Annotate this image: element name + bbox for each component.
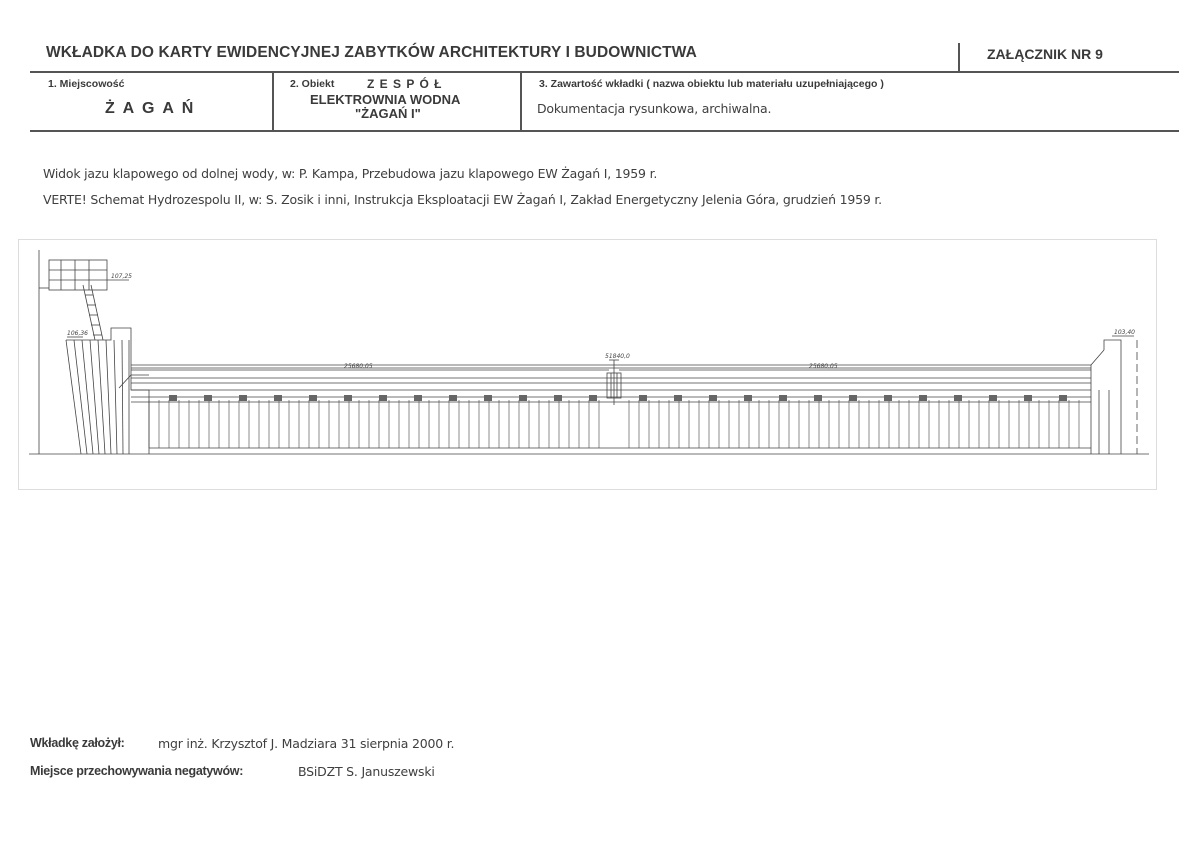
created-by-value: mgr inż. Krzysztof J. Madziara 31 sierpnia 2000 r. [158, 736, 455, 751]
place-label: 1. Miejscowość [48, 78, 125, 90]
header-divider [958, 43, 960, 71]
weir-drawing [18, 239, 1157, 490]
dim-total: 51840,0 [605, 353, 630, 360]
storage-value: BSiDZT S. Januszewski [298, 764, 435, 779]
dim-left: 25680,05 [344, 363, 373, 370]
object-word: Z E S P Ó Ł [367, 77, 443, 91]
elev-top-left: 107,25 [111, 273, 132, 280]
fields-rule [30, 130, 1179, 132]
place-value: Ż A G A Ń [105, 100, 196, 117]
created-by-label: Wkładkę założył: [30, 736, 125, 750]
flap-gate-sections [149, 400, 1079, 448]
dim-right: 25680,05 [809, 363, 838, 370]
caption-line-1: Widok jazu klapowego od dolnej wody, w: P. Kampa, Przebudowa jazu klapowego EW Żagań I, 1959 r. [43, 166, 658, 181]
elev-right: 103,40 [1114, 329, 1135, 336]
card-title: WKŁADKA DO KARTY EWIDENCYJNEJ ZABYTKÓW ARCHITEKTURY I BUDOWNICTWA [46, 44, 697, 61]
left-control-house [49, 260, 107, 290]
header-rule [30, 71, 1179, 73]
weir-elevation-svg [19, 240, 1156, 489]
caption-line-2: VERTE! Schemat Hydrozespolu II, w: S. Zosik i inni, Instrukcja Eksploatacji EW Żagań I, Zakład Energetyczny Jelenia Góra, grudzień 1959 r. [43, 192, 882, 207]
contents-value: Dokumentacja rysunkowa, archiwalna. [537, 101, 772, 116]
object-name: ELEKTROWNIA WODNA [310, 92, 461, 107]
field-divider-1 [272, 72, 274, 131]
object-subname: "ŻAGAŃ I" [355, 106, 421, 121]
contents-label: 3. Zawartość wkładki ( nazwa obiektu lub materiału uzupełniającego ) [539, 78, 884, 90]
object-label: 2. Obiekt [290, 78, 335, 90]
annex-number: ZAŁĄCZNIK NR 9 [987, 46, 1103, 62]
elev-mid-left: 106,36 [67, 330, 88, 337]
field-divider-2 [520, 72, 522, 131]
storage-label: Miejsce przechowywania negatywów: [30, 764, 244, 778]
